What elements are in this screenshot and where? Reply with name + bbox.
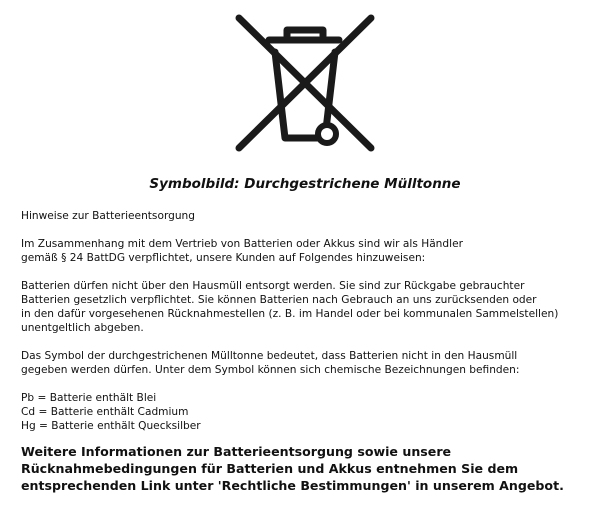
final-line: Rücknahmebedingungen für Batterien und Akkus entnehmen Sie dem (21, 461, 519, 476)
further-information-note (21, 443, 606, 494)
para3-line: Das Symbol der durchgestrichenen Mülltonne bedeutet, dass Batterien nicht in den Hausmüll (21, 350, 518, 362)
chemical-lead: Pb = Batterie enthält Blei (21, 392, 157, 404)
symbol-caption: Symbolbild: Durchgestrichene Mülltonne (149, 176, 461, 192)
para1-line: Im Zusammenhang mit dem Vertrieb von Batterien oder Akkus sind wir als Händler (21, 238, 463, 250)
crossed-out-wheelie-bin-icon (225, 10, 385, 166)
para2-line: unentgeltlich abgeben. (21, 322, 144, 334)
chemical-mercury: Hg = Batterie enthält Quecksilber (21, 420, 201, 432)
notice-heading: Hinweise zur Batterieentsorgung (21, 210, 195, 222)
final-line: Weitere Informationen zur Batterieentsorgung sowie unsere (21, 444, 452, 459)
final-line: entsprechenden Link unter 'Rechtliche Bestimmungen' in unserem Angebot. (21, 478, 564, 493)
para2-line: Batterien gesetzlich verpflichtet. Sie können Batterien nach Gebrauch an uns zurücksenden oder (21, 294, 537, 306)
para1-line: gemäß § 24 BattDG verpflichtet, unsere Kunden auf Folgendes hinzuweisen: (21, 252, 426, 264)
chemical-cadmium: Cd = Batterie enthält Cadmium (21, 406, 189, 418)
para2-line: in den dafür vorgesehenen Rücknahmestellen (z. B. im Handel oder bei kommunalen Sammelstellen) (21, 308, 559, 320)
para3-line: gegeben werden dürfen. Unter dem Symbol können sich chemische Bezeichnungen befinden: (21, 364, 520, 376)
battery-disposal-notice (21, 209, 601, 433)
para2-line: Batterien dürfen nicht über den Hausmüll entsorgt werden. Sie sind zur Rückgabe gebrauchter (21, 280, 525, 292)
